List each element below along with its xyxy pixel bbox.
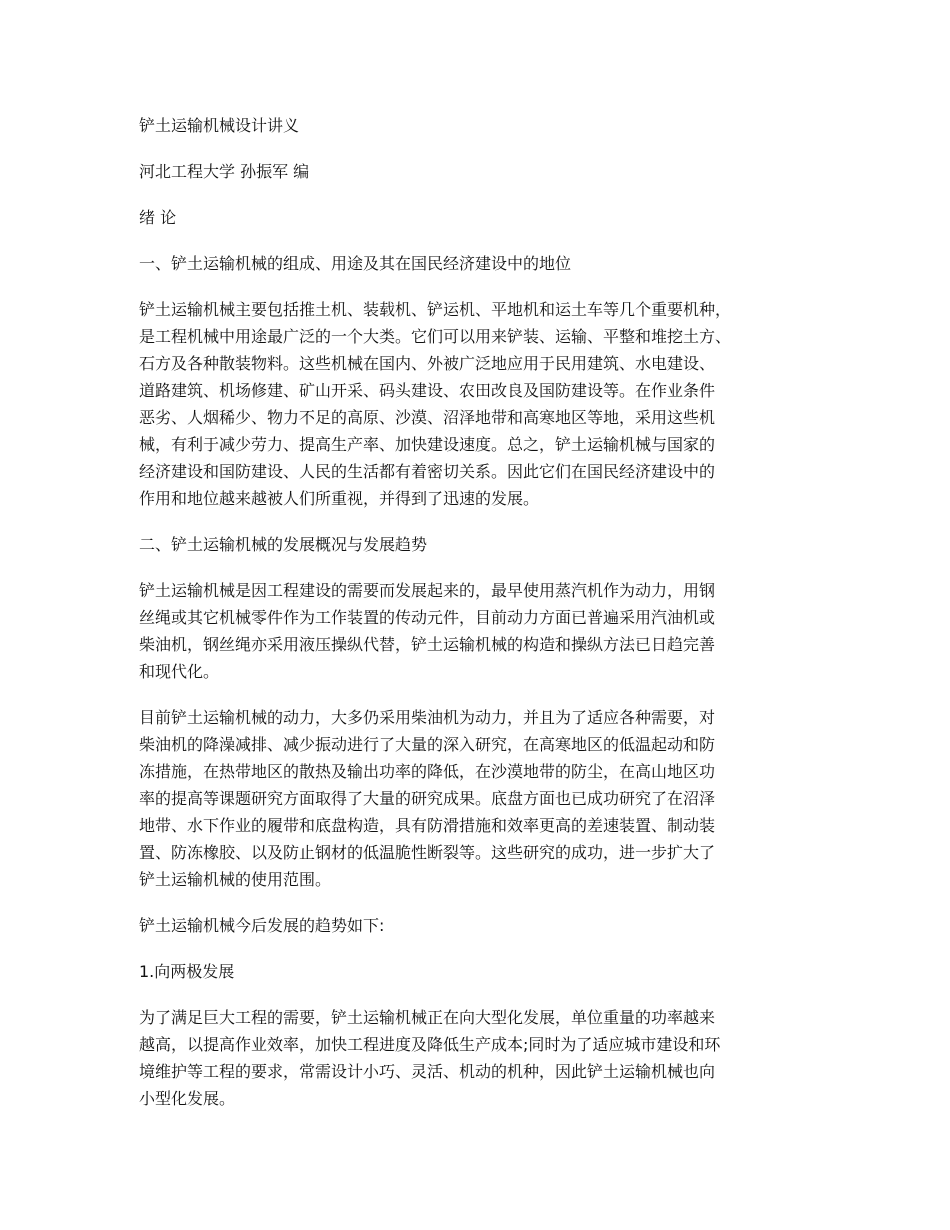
paragraph-line: 置、防冻橡胶、以及防止钢材的低温脆性断裂等。这些研究的成功，进一步扩大了 xyxy=(139,843,716,862)
paragraph-line: 恶劣、人烟稀少、物力不足的高原、沙漠、沼泽地带和高寒地区等地，采用这些机 xyxy=(139,408,716,427)
paragraph-line: 冻措施，在热带地区的散热及输出功率的降低，在沙漠地带的防尘，在高山地区功 xyxy=(139,762,716,781)
paragraph-line: 作用和地位越来越被人们所重视，并得到了迅速的发展。 xyxy=(139,489,540,508)
paragraph-line: 率的提高等课题研究方面取得了大量的研究成果。底盘方面也已成功研究了在沼泽 xyxy=(139,789,716,808)
paragraph-line: 境维护等工程的要求，常需设计小巧、灵活、机动的机种，因此铲土运输机械也向 xyxy=(139,1062,716,1081)
section2-paragraph-2 xyxy=(139,704,819,893)
chapter-heading: 绪 论 xyxy=(139,208,177,227)
paragraph-line: 柴油机的降澡减排、减少振动进行了大量的深入研究，在高寒地区的低温起动和防 xyxy=(139,735,716,754)
paragraph-line: 械，有利于减少劳力、提高生产率、加快建设速度。总之，铲土运输机械与国家的 xyxy=(139,435,716,454)
section2-heading: 二、铲土运输机械的发展概况与发展趋势 xyxy=(139,535,428,554)
paragraph-line: 柴油机，钢丝绳亦采用液压操纵代替，铲土运输机械的构造和操纵方法已日趋完善 xyxy=(139,635,716,654)
section1-paragraph xyxy=(139,296,819,512)
paragraph-line: 和现代化。 xyxy=(139,662,220,681)
document-title: 铲土运输机械设计讲义 xyxy=(139,116,300,135)
trend-intro: 铲土运输机械今后发展的趋势如下: xyxy=(139,916,385,935)
paragraph-line: 越高，以提高作业效率，加快工程进度及降低生产成本;同时为了适应城市建设和环 xyxy=(139,1035,721,1054)
document-page xyxy=(139,112,819,1131)
paragraph-line: 经济建设和国防建设、人民的生活都有着密切关系。因此它们在国民经济建设中的 xyxy=(139,462,716,481)
trend1-heading: 1.向两极发展 xyxy=(139,962,235,981)
paragraph-line: 为了满足巨大工程的需要，铲土运输机械正在向大型化发展，单位重量的功率越来 xyxy=(139,1008,716,1027)
paragraph-line: 道路建筑、机场修建、矿山开采、码头建设、农田改良及国防建设等。在作业条件 xyxy=(139,381,716,400)
paragraph-line: 石方及各种散装物料。这些机械在国内、外被广泛地应用于民用建筑、水电建设、 xyxy=(139,354,716,373)
section1-heading: 一、铲土运输机械的组成、用途及其在国民经济建设中的地位 xyxy=(139,254,572,273)
section2-paragraph-1 xyxy=(139,577,819,685)
paragraph-line: 铲土运输机械的使用范围。 xyxy=(139,870,332,889)
paragraph-line: 铲土运输机械是因工程建设的需要而发展起来的，最早使用蒸汽机作为动力，用钢 xyxy=(139,581,716,600)
paragraph-line: 丝绳或其它机械零件作为工作装置的传动元件，目前动力方面已普遍采用汽油机或 xyxy=(139,608,716,627)
document-author: 河北工程大学 孙振军 编 xyxy=(139,162,310,181)
paragraph-line: 小型化发展。 xyxy=(139,1089,236,1108)
paragraph-line: 是工程机械中用途最广泛的一个大类。它们可以用来铲装、运输、平整和堆挖土方、 xyxy=(139,327,732,346)
paragraph-line: 目前铲土运输机械的动力，大多仍采用柴油机为动力，并且为了适应各种需要，对 xyxy=(139,708,716,727)
paragraph-line: 铲土运输机械主要包括推土机、装载机、铲运机、平地机和运土车等几个重要机种， xyxy=(139,300,732,319)
paragraph-line: 地带、水下作业的履带和底盘构造，具有防滑措施和效率更高的差速装置、制动装 xyxy=(139,816,716,835)
trend1-paragraph xyxy=(139,1004,819,1112)
